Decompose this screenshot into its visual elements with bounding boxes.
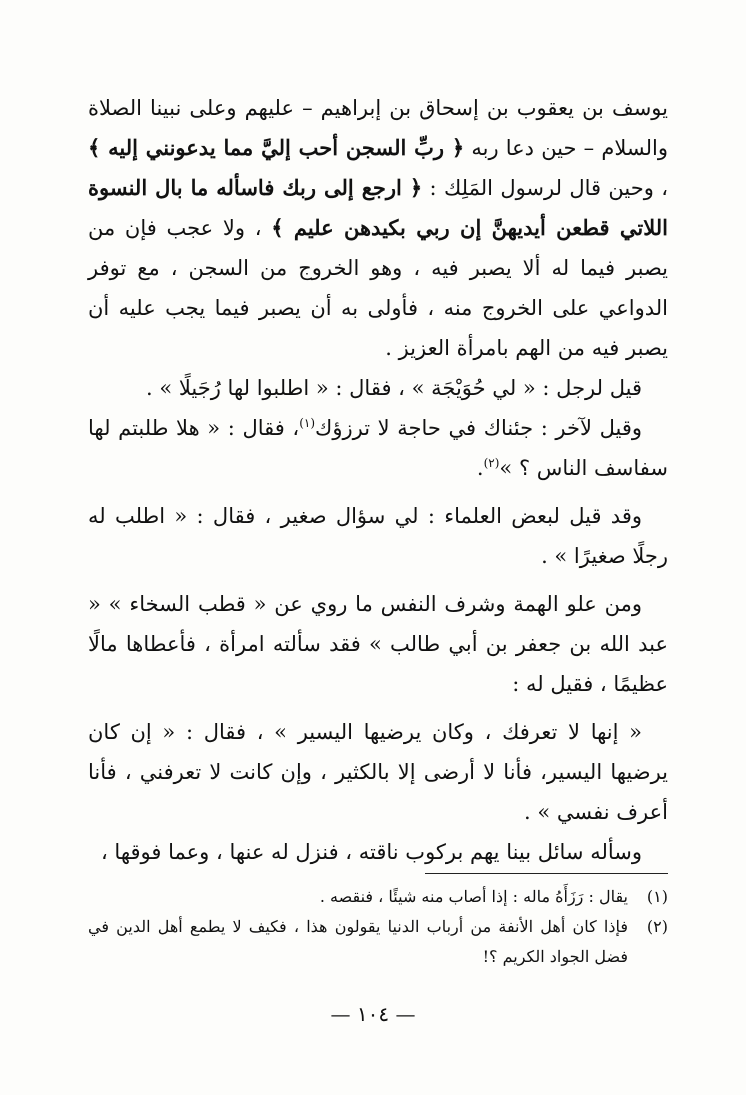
footnote-text: يقال : رَزَأَهُ ماله : إذا أصاب منه شيئًا ، فنقصه . — [319, 887, 628, 906]
page-number: — ١٠٤ — — [330, 1002, 416, 1026]
footnote-2 — [88, 912, 668, 972]
paragraph-2: قيل لرجل : « لي حُوَيْجَة » ، فقال : « اطلبوا لها رُجَيلًا » . — [146, 376, 642, 400]
footnote-number: (١) — [646, 887, 668, 906]
body-text — [88, 88, 668, 872]
footnote-text: فإذا كان أهل الأنفة من أرباب الدنيا يقولون هذا ، فكيف لا يطمع أهل الدين في فضل الجواد الكريم ؟! — [88, 917, 628, 966]
footnote-divider — [425, 873, 668, 874]
paragraph-1: يوسف بن يعقوب بن إسحاق بن إبراهيم – عليهم وعلى نبينا الصلاة والسلام – حين دعا ربه ﴿ ربِّ السجن أحب إليَّ مما يدعونني إليه ﴾ ، وحين قال لرسول المَلِك : ﴿ ارجع إلى ربك فاسأله ما بال النسوة اللاتي قطعن أيديهنَّ إن ربي بكيدهن عليم ﴾ ، ولا عجب فإن من يصبر فيما له ألا يصبر فيه ، وهو الخروج من السجن ، مع توفر الدواعي على الخروج منه ، فأولى به أن يصبر فيما يجب عليه أن يصبر فيه من الهم بامرأة العزيز . — [88, 96, 669, 360]
footnote-1 — [88, 882, 668, 912]
paragraph-6: « إنها لا تعرفك ، وكان يرضيها اليسير » ، فقال : « إن كان يرضيها اليسير، فأنا لا أرضى إلا بالكثير ، وإن كانت لا تعرفني ، فأنا أعرف نفسي » . — [88, 720, 668, 824]
paragraph-7: وسأله سائل بينا يهم بركوب ناقته ، فنزل له عنها ، وعما فوقها ، — [100, 840, 642, 864]
paragraph-4: وقد قيل لبعض العلماء : لي سؤال صغير ، فقال : « اطلب له رجلًا صغيرًا » . — [88, 504, 668, 568]
footnote-number: (٢) — [646, 917, 668, 936]
paragraph-3: وقيل لآخر : جئناك في حاجة لا ترزؤك$^{(١)}$، فقال : « هلا طلبتم لها سفاسف الناس ؟ »$^{(٢)}$. — [88, 416, 668, 480]
paragraph-5: ومن علو الهمة وشرف النفس ما روي عن « قطب السخاء » « عبد الله بن جعفر بن أبي طالب » فقد سألته امرأة ، فأعطاها مالًا عظيمًا ، فقيل له : — [88, 592, 668, 696]
footnotes — [88, 882, 668, 972]
